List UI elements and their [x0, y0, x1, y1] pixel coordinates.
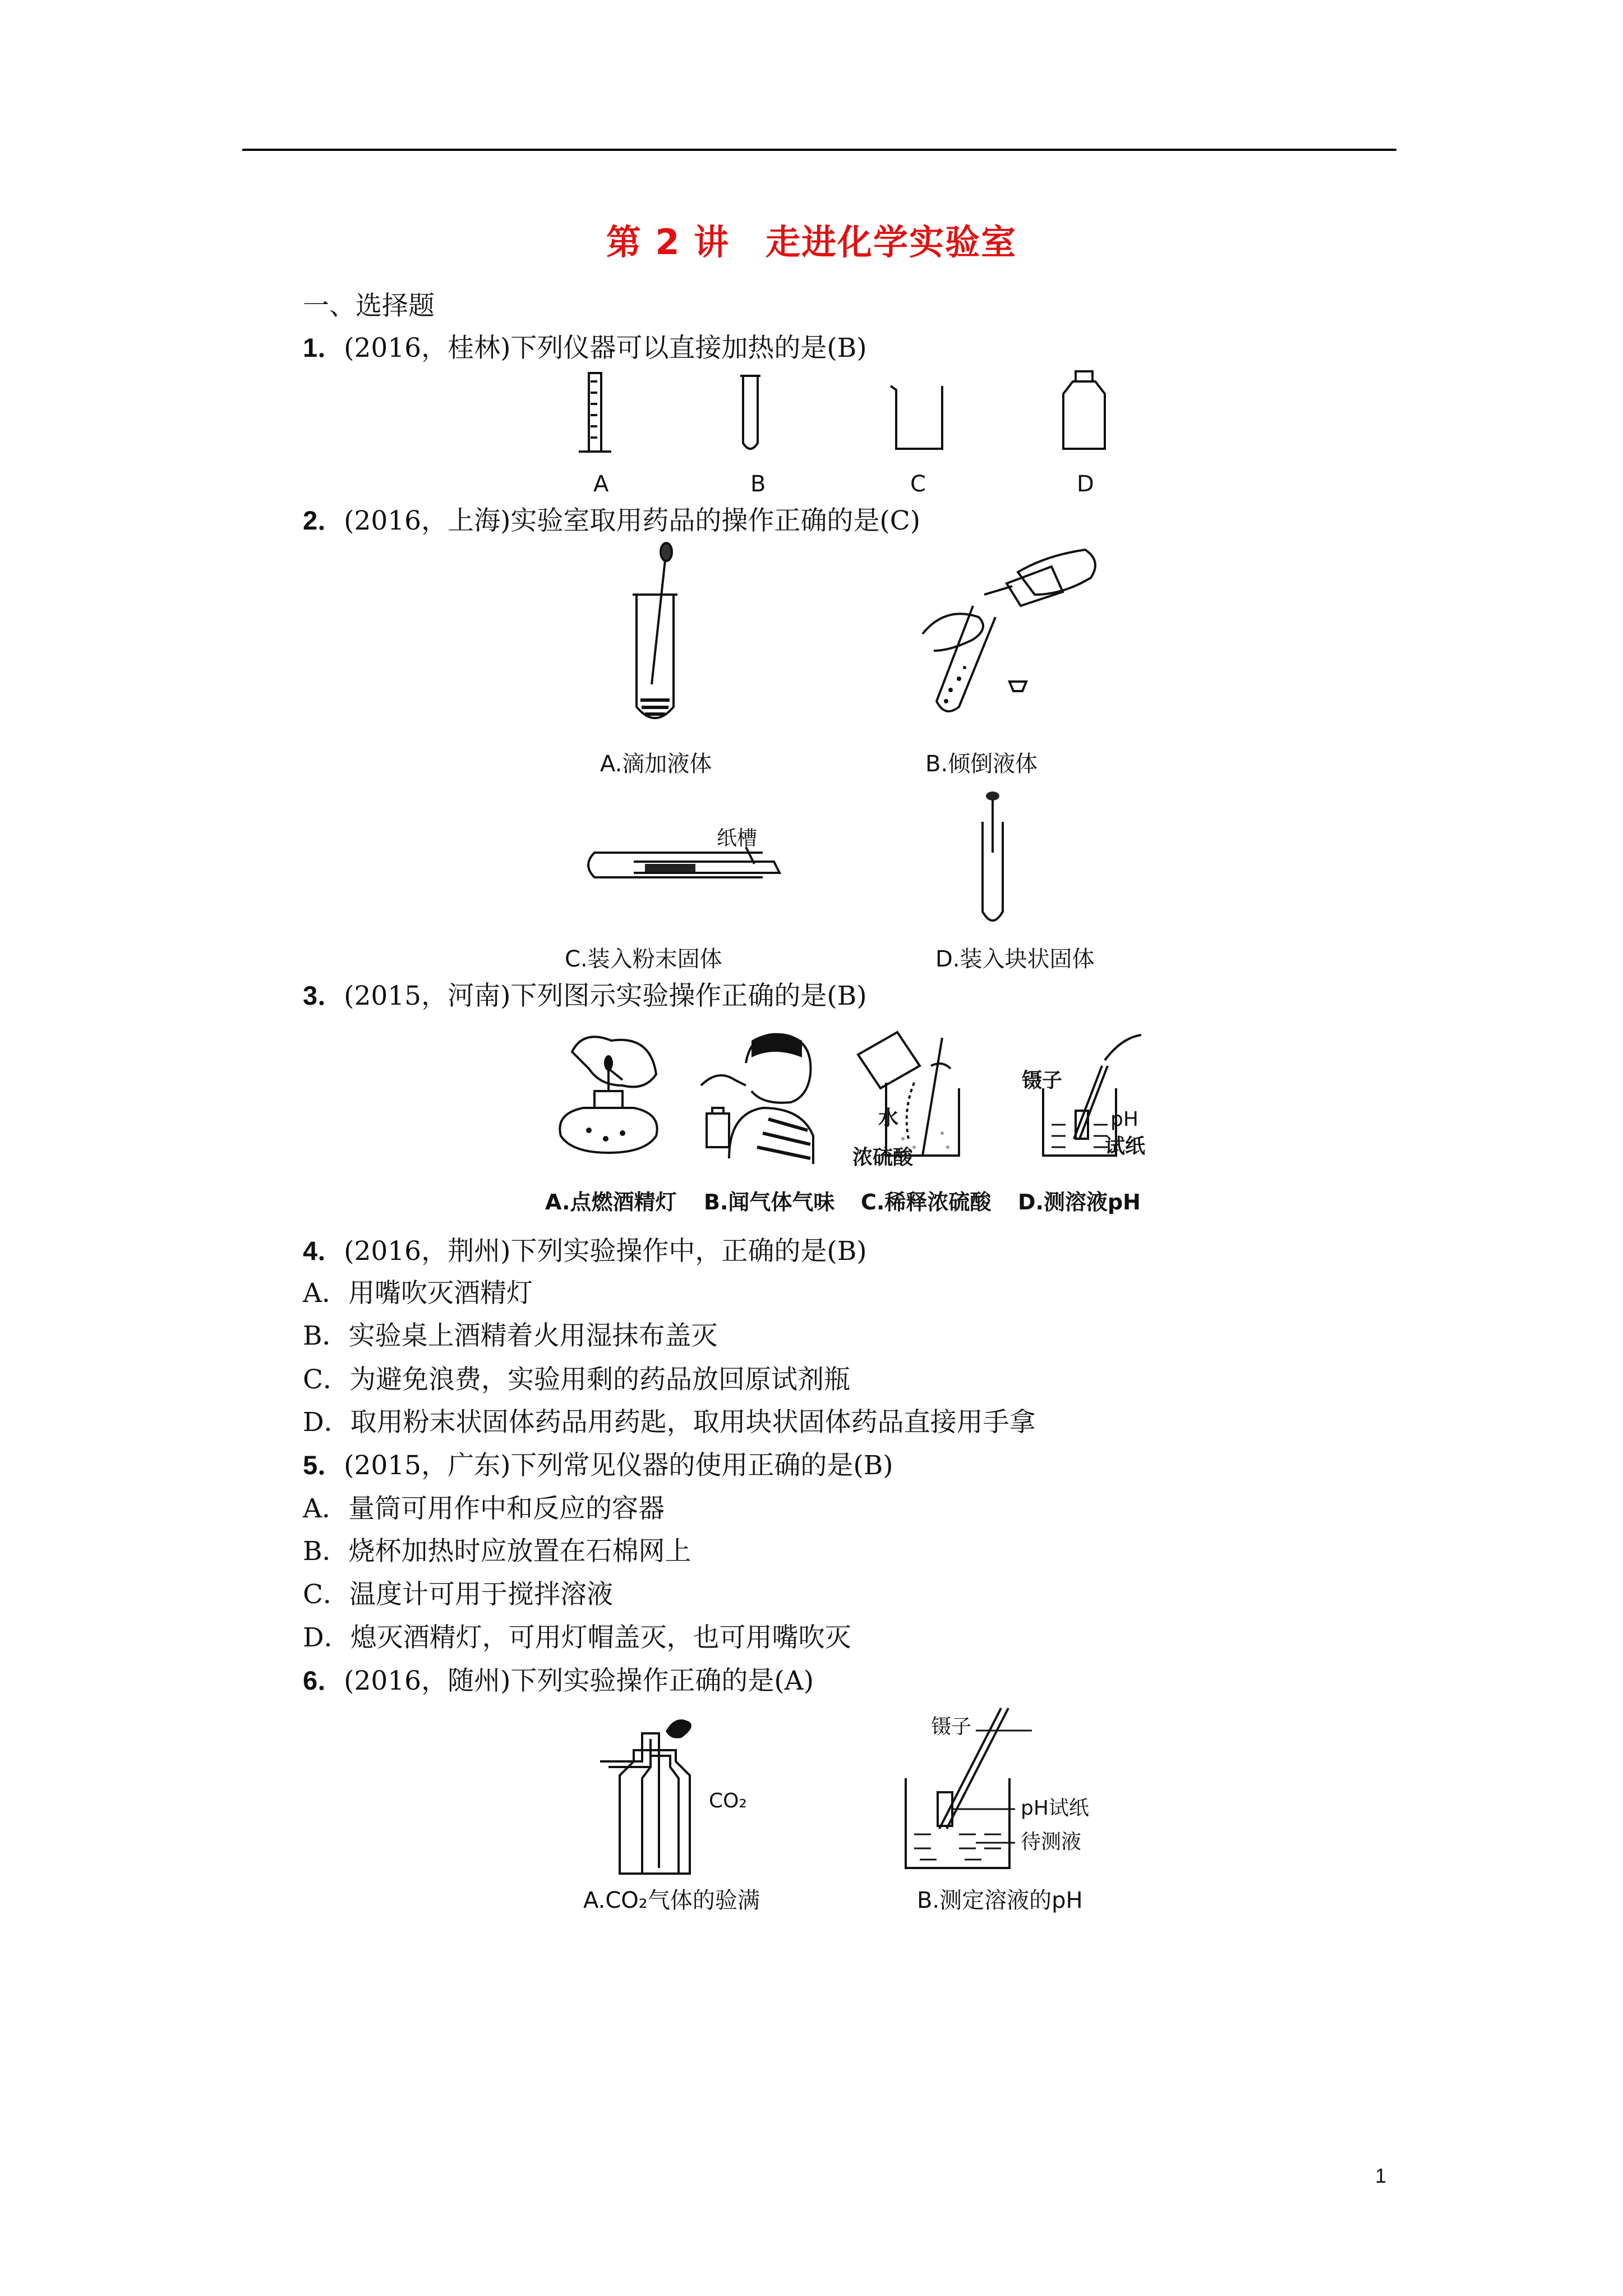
reagent-bottle-icon	[1063, 371, 1105, 449]
conc-acid-label: 浓硫酸	[852, 1146, 914, 1169]
question-3	[303, 979, 867, 1013]
ph-label: pH	[1110, 1108, 1138, 1131]
beaker-icon	[891, 386, 942, 449]
page-number: 1	[1375, 2164, 1387, 2187]
q6-caption-a: A.CO₂气体的验满	[583, 1888, 760, 1913]
question-text: (2015，河南)下列图示实验操作正确的是(B)	[344, 981, 867, 1011]
q5-option-a: A．量筒可用作中和反应的容器	[303, 1493, 665, 1524]
test-liquid-label: 待测液	[1021, 1830, 1082, 1853]
q5-option-b: B．烧杯加热时应放置在石棉网上	[303, 1536, 691, 1567]
question-number: 1．	[303, 333, 344, 362]
q1-label-a: A	[593, 471, 609, 497]
water-label: 水	[878, 1107, 899, 1130]
q3-caption-c: C.稀释浓硫酸	[861, 1190, 992, 1214]
question-6	[303, 1664, 814, 1698]
page-title: 第 2 讲 走进化学实验室	[606, 222, 1017, 263]
question-text: (2016，随州)下列实验操作正确的是(A)	[344, 1665, 814, 1696]
smelling-gas-figure	[690, 1024, 819, 1170]
q4-option-a: A．用嘴吹灭酒精灯	[303, 1278, 533, 1309]
question-5	[303, 1448, 893, 1483]
q2-caption-d: D.装入块状固体	[935, 946, 1095, 972]
q2-caption-c: C.装入粉末固体	[565, 946, 722, 972]
question-text: (2016，荆州)下列实验操作中，正确的是(B)	[344, 1236, 867, 1267]
question-text: (2016，上海)实验室取用药品的操作正确的是(C)	[344, 505, 921, 536]
powder-into-tube-figure	[578, 841, 791, 892]
q2-caption-a: A.滴加液体	[600, 751, 712, 777]
diluting-acid-figure	[847, 1027, 981, 1161]
question-number: 2．	[303, 505, 344, 535]
q4-option-c: C．为避免浪费，实验用剩的药品放回原试剂瓶	[303, 1364, 850, 1395]
q6-tweezers-label: 镊子	[931, 1715, 972, 1738]
solid-into-tube-figure	[965, 788, 1021, 934]
test-tube-icon	[740, 376, 760, 449]
q1-apparatus-figure	[572, 370, 1133, 466]
co2-label: CO₂	[709, 1789, 747, 1812]
header-rule	[242, 149, 1396, 151]
question-2	[303, 504, 920, 538]
lighting-alcohol-lamp-figure	[538, 1029, 679, 1170]
paper-trough-label: 纸槽	[717, 827, 758, 850]
question-number: 3．	[303, 981, 344, 1010]
ph-paper-label: pH试纸	[1021, 1797, 1089, 1820]
question-number: 4．	[303, 1236, 344, 1266]
question-1	[303, 331, 867, 365]
question-number: 5．	[303, 1450, 344, 1480]
q4-option-d: D．取用粉末状固体药品用药匙，取用块状固体药品直接用手拿	[303, 1407, 1036, 1438]
q1-label-d: D	[1077, 471, 1094, 497]
q6-caption-b: B.测定溶液的pH	[917, 1888, 1083, 1913]
section-heading: 一、选择题	[303, 291, 435, 321]
q4-option-b: B．实验桌上酒精着火用湿抹布盖灭	[303, 1320, 718, 1351]
question-4	[303, 1234, 867, 1268]
graduated-cylinder-icon	[579, 373, 611, 452]
q5-option-d: D．熄灭酒精灯，可用灯帽盖灭，也可用嘴吹灭	[303, 1622, 851, 1653]
q5-option-c: C．温度计可用于搅拌溶液	[303, 1579, 613, 1610]
q2-caption-b: B.倾倒液体	[925, 751, 1038, 777]
question-text: (2015，广东)下列常见仪器的使用正确的是(B)	[344, 1450, 893, 1481]
tweezers-label: 镊子	[1022, 1069, 1063, 1092]
question-text: (2016，桂林)下列仪器可以直接加热的是(B)	[344, 333, 867, 364]
q1-label-c: C	[910, 471, 926, 497]
q1-label-b: B	[750, 471, 766, 497]
q3-caption-d: D.测溶液pH	[1018, 1190, 1141, 1214]
test-paper-label: 试纸	[1105, 1135, 1146, 1158]
pouring-liquid-figure	[911, 539, 1113, 724]
question-number: 6．	[303, 1665, 344, 1695]
q3-caption-b: B.闻气体气味	[704, 1190, 835, 1214]
q3-caption-a: A.点燃酒精灯	[545, 1190, 677, 1214]
dropper-into-tube-figure	[617, 544, 695, 735]
